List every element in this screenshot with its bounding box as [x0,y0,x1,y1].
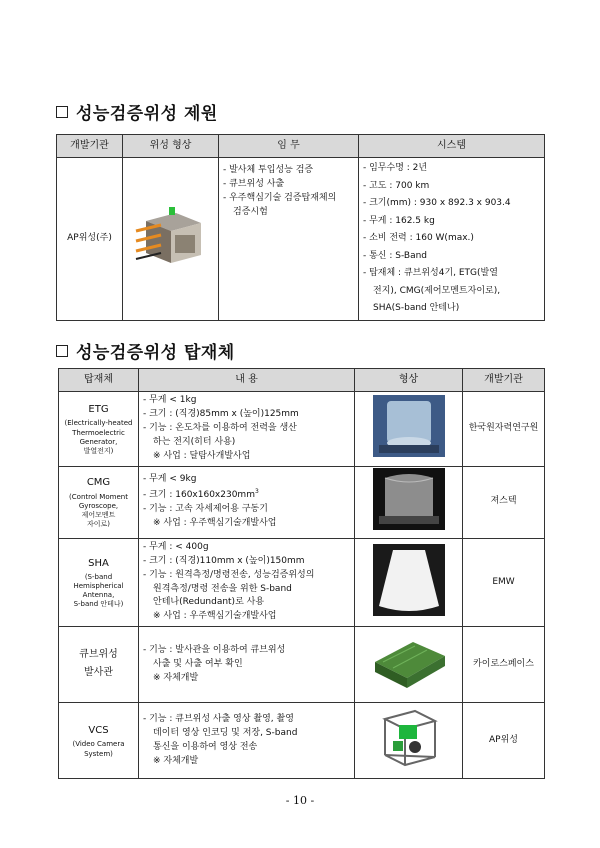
payload-name-cell: CMG (Control Moment Gyroscope, 제어모멘트 자이로) [59,466,139,538]
table-header-row [59,369,545,392]
payload-agency-cell: 한국원자력연구원 [463,392,545,467]
table-row [59,392,545,467]
header-system: 시스템 [359,135,545,158]
payload-name-cell: SHA (S-band Hemispherical Antenna, S-band 안테나) [59,538,139,627]
payload-content-cell: - 기능 : 큐브위성 사출 영상 촬영, 촬영 데이터 영상 인코딩 및 저장, S-band 통신을 이용하여 영상 전송 ※ 자체개발 [139,703,355,779]
agency-cell: AP위성(주) [57,158,123,321]
header-agency: 개발기관 [463,369,545,392]
payload-agency-cell: EMW [463,538,545,627]
checkbox-square-icon [56,106,68,118]
header-mission: 임 무 [219,135,359,158]
header-shape: 형상 [355,369,463,392]
page-number: - 10 - [285,794,315,807]
launcher-image [369,632,449,692]
table-row [59,703,545,779]
payload-name-cell: ETG (Electrically-heated Thermoelectric Generator, 발열전지) [59,392,139,467]
header-shape: 위성 형상 [123,135,219,158]
etg-image [373,395,445,457]
payload-image-cell [355,538,463,627]
header-payload: 탑재체 [59,369,139,392]
payload-table [58,368,545,779]
mission-cell: - 발사체 투입성능 검증 - 큐브위성 사출 - 우주핵심기술 검증탑재체의 검증시험 [219,158,359,321]
satellite-image [131,201,211,271]
payload-agency-cell: 져스텍 [463,466,545,538]
section1-title: 성능검증위성 제원 [56,99,218,124]
payload-image-cell [355,466,463,538]
table-row [59,466,545,538]
sha-image [373,544,445,616]
payload-agency-cell: AP위성 [463,703,545,779]
payload-content-cell: - 무게 < 1kg - 크기 : (직경)85mm x (높이)125mm - 기능 : 온도차를 이용하여 전력을 생산 하는 전지(히터 사용) ※ 사업 : 달탐사개발사업 [139,392,355,467]
header-agency: 개발기관 [57,135,123,158]
satellite-spec-table [56,134,545,321]
satellite-image-cell [123,158,219,321]
payload-image-cell [355,703,463,779]
payload-content-cell: - 무게 : < 400g - 크기 : (직경)110mm x (높이)150mm - 기능 : 원격측정/명령전송, 성능검증위성의 원격측정/명령 전송을 위한 S-band 안테나(Redundant)로 사용 ※ 사업 : 우주핵심기술개발사업 [139,538,355,627]
payload-content-cell: - 기능 : 발사관을 이용하여 큐브위성 사출 및 사출 여부 확인 ※ 자체개발 [139,627,355,703]
table-header-row [57,135,545,158]
table-row [59,538,545,627]
payload-name-cell: VCS (Video Camera System) [59,703,139,779]
system-cell: - 임무수명 : 2년 - 고도 : 700 km - 크기(mm) : 930 x 892.3 x 903.4 - 무게 : 162.5 kg - 소비 전력 : 160 W(max.) - 통신 : S-Band - 탑재체 : 큐브위성4기, ETG(발열 전지), CMG(제어모멘트자이로), SHA(S-band 안테나) [359,158,545,321]
payload-name-cell: 큐브위성 발사관 [59,627,139,703]
table-row [59,627,545,703]
payload-agency-cell: 카이로스페이스 [463,627,545,703]
cmg-image [373,468,445,530]
section2-title: 성능검증위성 탑재체 [56,338,235,363]
payload-content-cell: - 무게 < 9kg - 크기 : $160x160x230mm^3$ - 기능 : 고속 자세제어용 구동기 ※ 사업 : 우주핵심기술개발사업 [139,466,355,538]
checkbox-square-icon [56,345,68,357]
table-row [57,158,545,321]
vcs-image [371,705,447,771]
payload-image-cell [355,627,463,703]
header-content: 내 용 [139,369,355,392]
payload-image-cell [355,392,463,467]
